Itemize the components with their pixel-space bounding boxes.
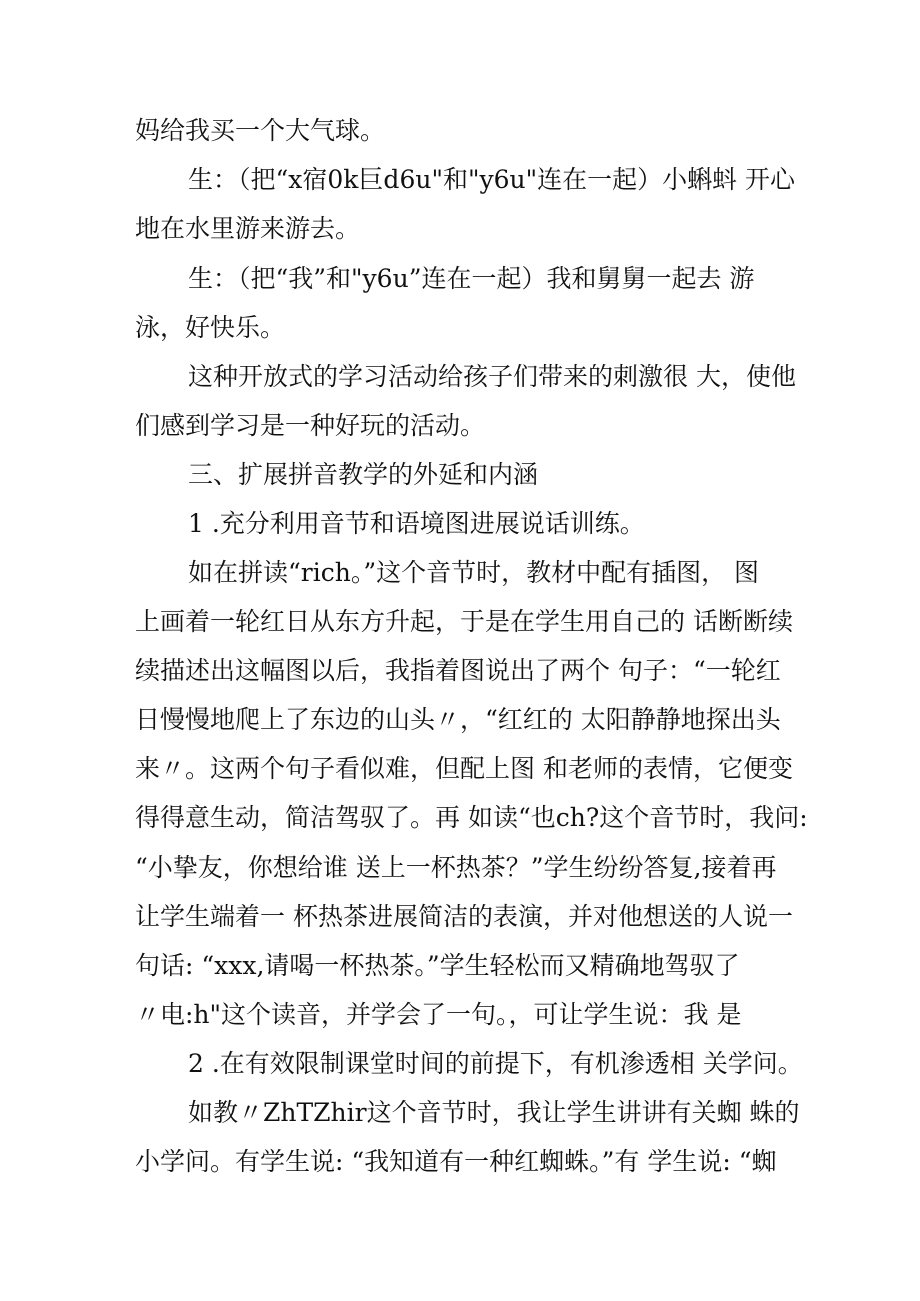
text-line-5: 泳，好快乐。 xyxy=(135,313,286,342)
text-line-15: 得得意生动，简洁驾驭了。再 如读“也ch?这个音节时，我问: xyxy=(135,803,808,832)
text-line-14: 来〃。这两个句子看似难，但配上图 和老师的表情，它便变 xyxy=(135,754,793,783)
section-heading: 三、扩展拼音教学的外延和内涵 xyxy=(188,460,539,489)
text-line-6: 这种开放式的学习活动给孩子们带来的刺激很 大，使他 xyxy=(188,362,796,391)
text-line-4: 生：（把“我”和"y6u”连在一起）我和舅舅一起去 游 xyxy=(188,264,755,293)
text-line-1: 妈给我买一个大气球。 xyxy=(135,116,386,145)
text-line-2: 生：（把“x宿0k巨d6u"和"y6u"连在一起）小蝌蚪 开心 xyxy=(188,165,796,194)
numbered-item-2: 2 .在有效限制课堂时间的前提下，有机渗透相 关学问。 xyxy=(188,1049,803,1078)
text-line-11: 上画着一轮红日从东方升起，于是在学生用自己的 话断断续 xyxy=(135,607,793,636)
text-line-22: 小学问。有学生说: “我知道有一种红蜘蛛。”有 学生说: “蜘 xyxy=(135,1147,777,1176)
text-line-17: 让学生端着一 杯热茶进展简洁的表演，并对他想送的人说一 xyxy=(135,902,793,931)
text-line-21: 如教〃ZhTZhir这个音节时，我让学生讲讲有关蜘 蛛的 xyxy=(188,1098,800,1127)
text-line-7: 们感到学习是一种好玩的活动。 xyxy=(135,411,486,440)
text-line-3: 地在水里游来游去。 xyxy=(135,214,361,243)
text-line-12: 续描述出这幅图以后，我指着图说出了两个 句子：“一轮红 xyxy=(135,656,781,685)
text-line-13: 日慢慢地爬上了东边的山头〃，“红红的 太阳静静地探出头 xyxy=(135,705,781,734)
numbered-item-1: 1 .充分利用音节和语境图进展说话训练。 xyxy=(188,509,645,538)
text-line-16: “小挚友，你想给谁 送上一杯热茶？”学生纷纷答复,接着再 xyxy=(135,853,777,882)
text-line-18: 句话: “xxx,请喝一杯热茶。”学生轻松而又精确地驾驭了 xyxy=(135,951,740,980)
text-line-10: 如在拼读“rich。”这个音节时，教材中配有插图， 图 xyxy=(188,558,760,587)
text-line-19: 〃电:h"这个读音，并学会了一句。，可让学生说：我 是 xyxy=(135,1000,742,1029)
